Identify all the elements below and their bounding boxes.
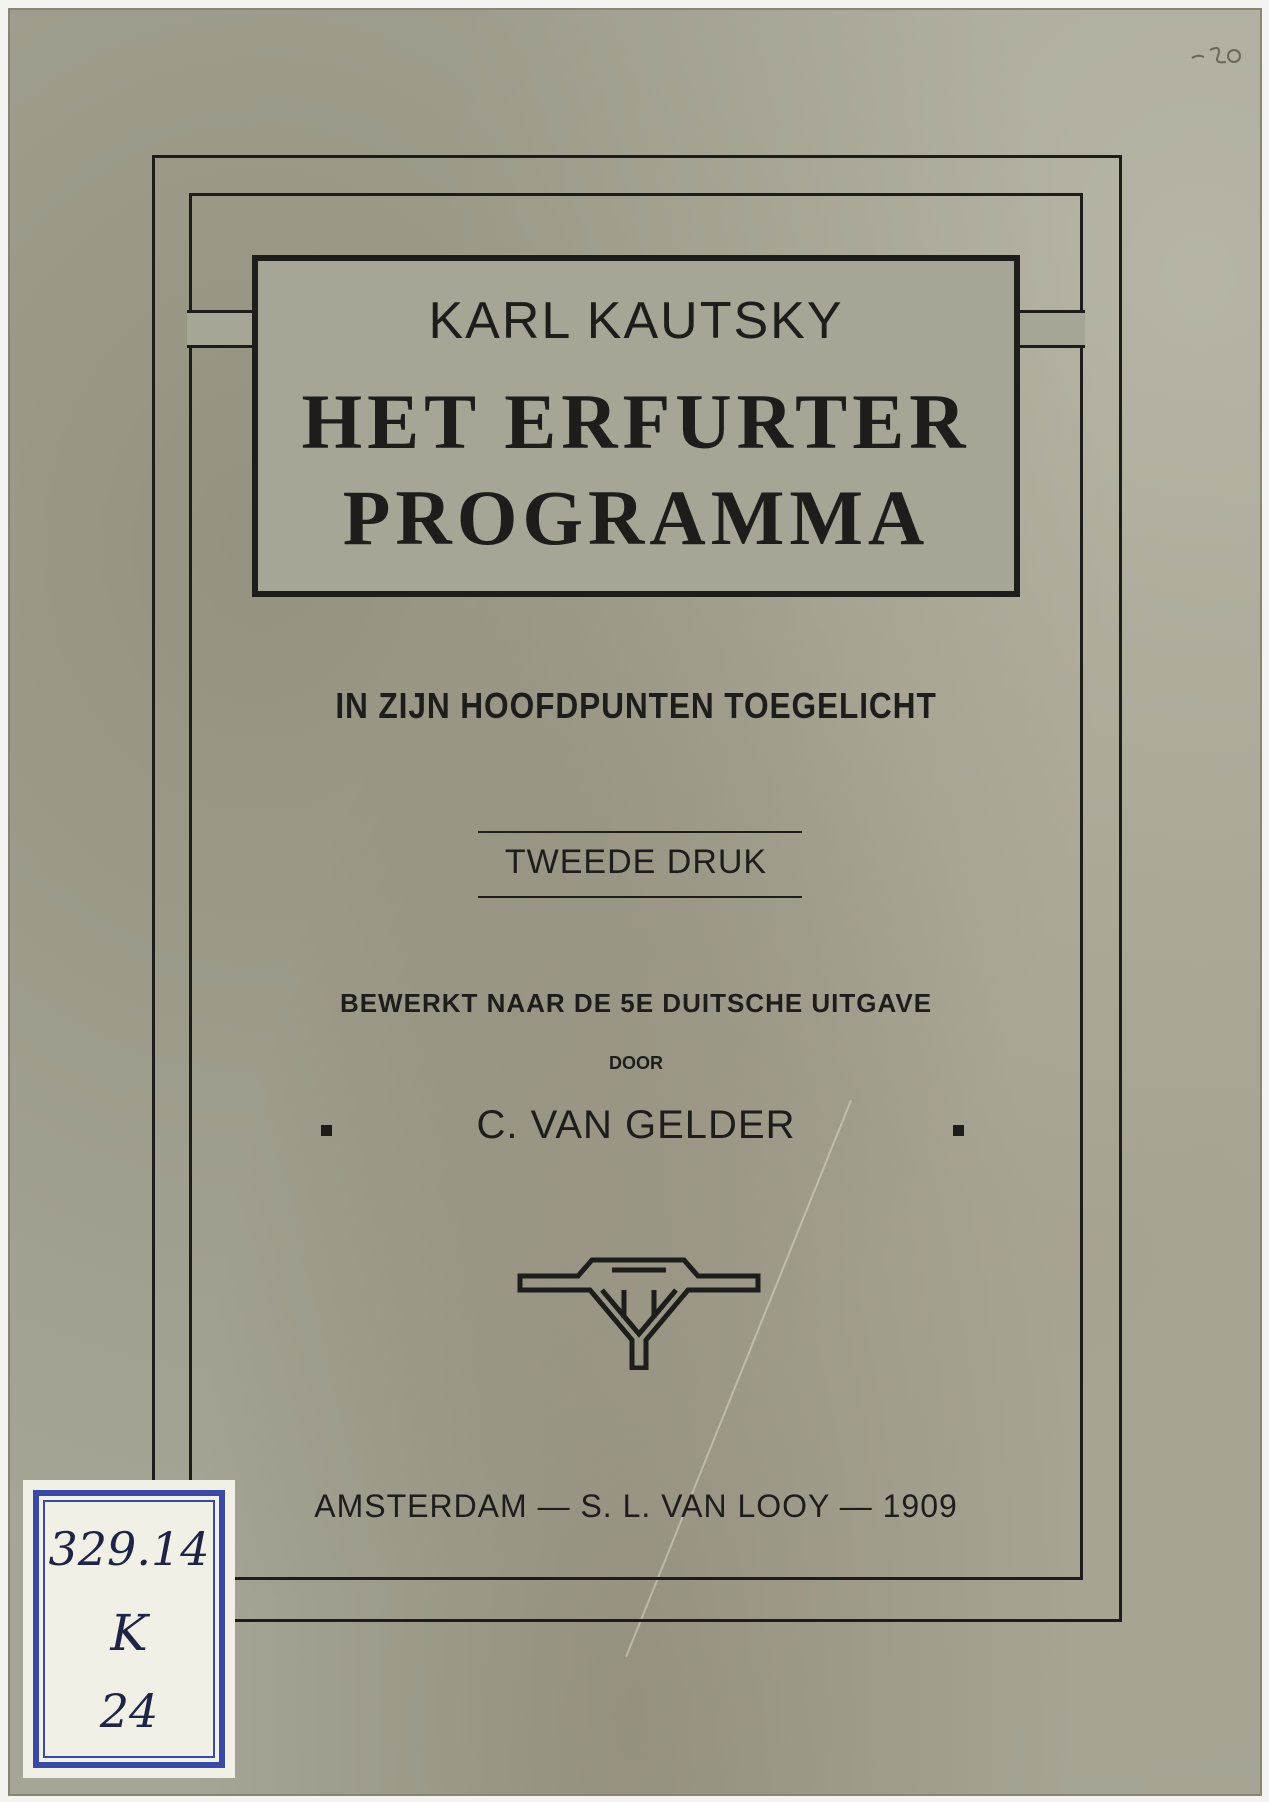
edition-rule-bottom (478, 896, 802, 898)
book-subtitle: IN ZIJN HOOFDPUNTEN TOEGELICHT (335, 685, 937, 726)
translator-name: C. VAN GELDER (476, 1103, 796, 1147)
book-title-line-1: HET ERFURTER (301, 378, 971, 465)
author-name: KARL KAUTSKY (428, 292, 844, 350)
label-border (33, 1490, 225, 1768)
title-box (252, 255, 1020, 597)
pencil-mark-icon (1188, 42, 1244, 70)
frame-notch-right (1014, 310, 1085, 348)
frame-notch-left (187, 310, 255, 348)
by-label: DOOR (609, 1053, 663, 1073)
edition-label: TWEEDE DRUK (504, 843, 768, 881)
call-number-class: 329.14 (48, 1522, 210, 1576)
publisher-imprint: AMSTERDAM — S. L. VAN LOOY — 1909 (314, 1488, 958, 1524)
call-number-item: 24 (99, 1684, 159, 1738)
edition-rule-top (478, 831, 802, 833)
library-call-number-label (23, 1480, 235, 1778)
call-number-author: K (110, 1604, 148, 1662)
publisher-emblem-icon (516, 1248, 762, 1370)
book-title-line-2: PROGRAMMA (342, 474, 930, 561)
bullet-right (953, 1125, 964, 1136)
adaptation-note: BEWERKT NAAR DE 5E DUITSCHE UITGAVE (339, 988, 933, 1018)
